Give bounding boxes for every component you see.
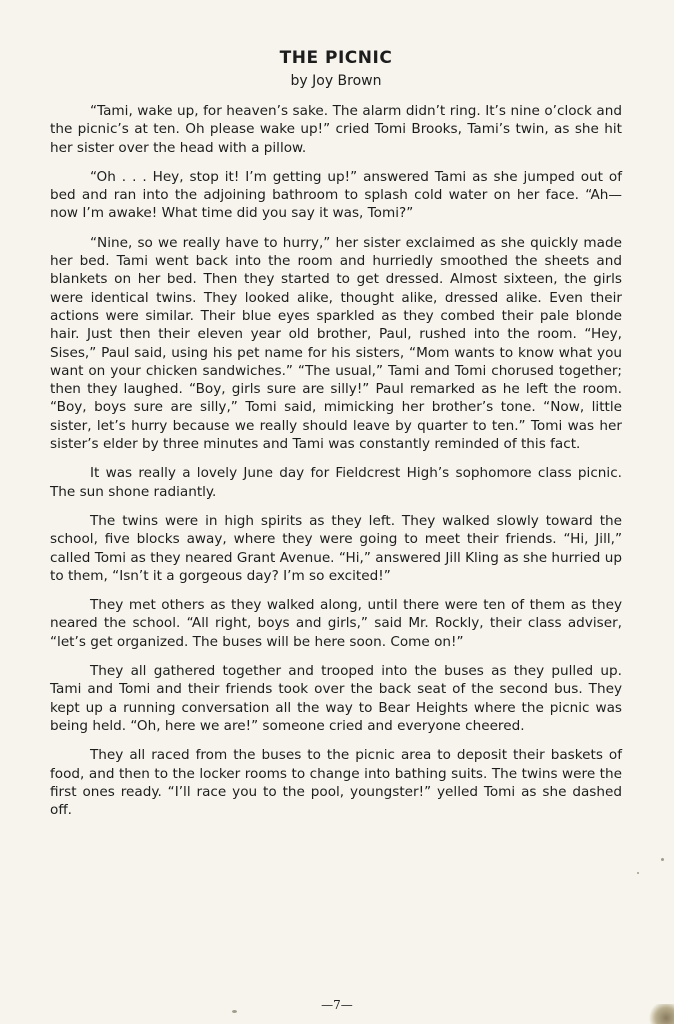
paragraph-6: They met others as they walked along, until there were ten of them as they neared the school. “All right, boys and girls,” said Mr. Rockly, their class adviser, “let’s get organized. The buses will be here soon. Come on!”	[50, 597, 622, 650]
paragraph-3: “Nine, so we really have to hurry,” her sister exclaimed as she quickly made her bed. Tami went back into the room and hurriedly smoothed the sheets and blankets on her bed. Then they started to get dressed. Almost sixteen, the girls were identical twins. They looked alike, thought alike, dressed alike. Even their actions were similar. Their blue eyes sparkled as they combed their pale blonde hair. Just then their eleven year old brother, Paul, rushed into the room. “Hey, Sises,” Paul said, using his pet name for his sisters, “Mom wants to know what you want on your chicken sandwiches.” “The usual,” Tami and Tomi chorused together; then they laughed. “Boy, girls sure are silly!” Paul remarked as he left the room. “Boy, boys sure are silly,” Tomi said, mimicking her brother’s tone. “Now, little sister, let’s hurry because we really should leave by quarter to ten.” Tomi was her sister’s elder by three minutes and Tami was constantly reminded of this fact.	[50, 234, 622, 453]
paragraph-4: It was really a lovely June day for Fieldcrest High’s sophomore class picnic. The sun shone radiantly.	[50, 465, 622, 500]
paragraph-7: They all gathered together and trooped into the buses as they pulled up. Tami and Tomi and their friends took over the back seat of the second bus. They kept up a running conversation all the way to Bear Heights where the picnic was being held. “Oh, here we are!” someone cried and everyone cheered.	[50, 663, 622, 734]
author-byline: by Joy Brown	[290, 73, 382, 89]
paper-speck	[637, 872, 639, 874]
page-number: —7—	[321, 998, 353, 1012]
story-title: THE PICNIC	[279, 48, 393, 68]
paper-speck	[232, 1010, 237, 1013]
paragraph-8: They all raced from the buses to the picnic area to deposit their baskets of food, and then to the locker rooms to change into bathing suits. The twins were the first ones ready. “I’ll race you to the pool, youngster!” yelled Tomi as she dashed off.	[50, 747, 622, 819]
paragraph-1: “Tami, wake up, for heaven’s sake. The alarm didn’t ring. It’s nine o’clock and the picnic’s at ten. Oh please wake up!” cried Tomi Brooks, Tami’s twin, as she hit her sister over the head with a pillow.	[50, 103, 622, 156]
paper-smudge	[648, 1004, 674, 1024]
paragraph-5: The twins were in high spirits as they left. They walked slowly toward the school, five blocks away, where they were going to meet their friends. “Hi, Jill,” called Tomi as they neared Grant Avenue. “Hi,” answered Jill Kling as she hurried up to them, “Isn’t it a gorgeous day? I’m so excited!”	[50, 512, 622, 584]
paragraph-2: “Oh . . . Hey, stop it! I’m getting up!” answered Tami as she jumped out of bed and ran into the adjoining bathroom to splash cold water on her face. “Ah—now I’m awake! What time did you say it was, Tomi?”	[50, 168, 622, 222]
paper-speck	[661, 858, 664, 861]
